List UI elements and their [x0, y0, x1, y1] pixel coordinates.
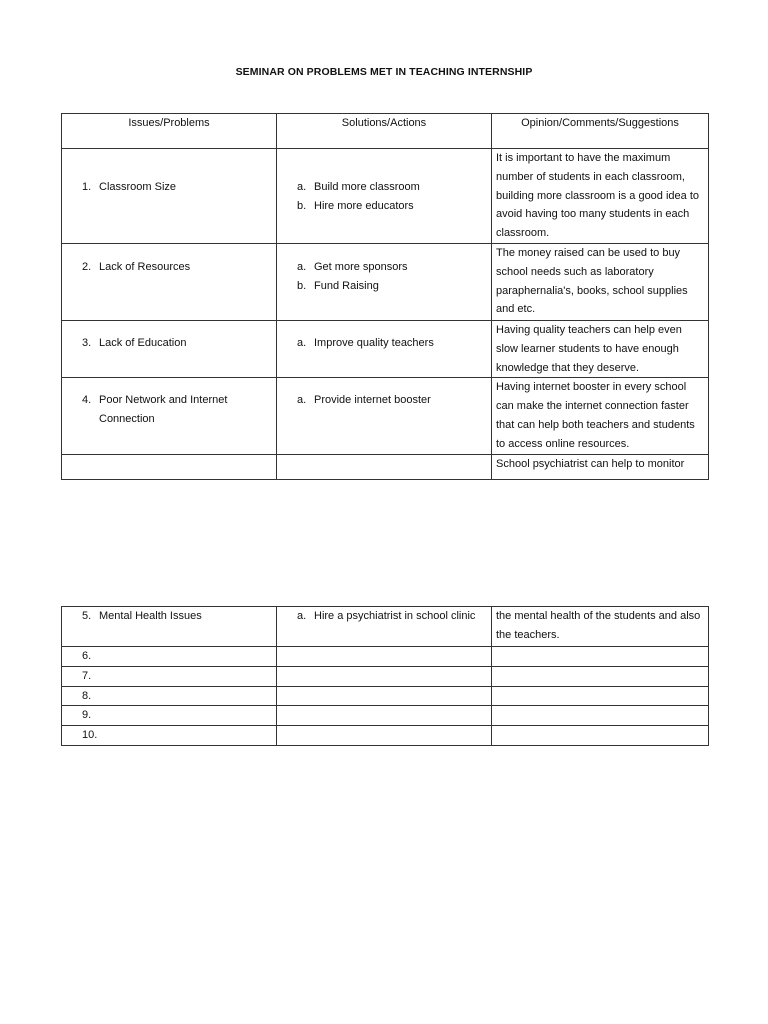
comment-text: Having internet booster in every school can make the internet connection faster that can help both teachers and students to access online resources. [496, 381, 695, 450]
solution-letter: a. [297, 260, 307, 273]
header-issues-problems: Issues/Problems [62, 114, 277, 149]
comment-cell [492, 378, 709, 454]
solution-letter: a. [297, 336, 307, 349]
issue-number: 4. [82, 394, 92, 407]
solution-letter: b. [297, 199, 307, 212]
solution-item [277, 607, 491, 626]
solution-item [277, 258, 491, 277]
comment-text: the mental health of the students and also the teachers. [496, 610, 701, 641]
solution-cell [277, 149, 492, 244]
table-row [62, 454, 709, 479]
header-opinion-comments: Opinion/Comments/Suggestions [492, 114, 709, 149]
issue-cell [62, 706, 277, 726]
solution-cell [277, 666, 492, 686]
issue-text: Mental Health Issues [99, 610, 202, 622]
issue-number: 10. [82, 729, 98, 742]
issue-cell [62, 686, 277, 706]
issue-cell [62, 666, 277, 686]
header-solutions-actions: Solutions/Actions [277, 114, 492, 149]
solution-text: Fund Raising [314, 279, 379, 292]
comment-cell [492, 607, 709, 647]
comment-text: It is important to have the maximum number of students in each classroom, building more classroom is a good idea to avoid having too many students in each classroom. [496, 152, 700, 240]
table-row [62, 647, 709, 667]
comment-text: School psychiatrist can help to monitor [496, 457, 685, 470]
solution-text: Hire more educators [314, 199, 414, 212]
comment-cell [492, 149, 709, 244]
solution-cell [277, 243, 492, 320]
solution-cell [277, 647, 492, 667]
issue-cell [62, 454, 277, 479]
issue-number: 7. [82, 669, 92, 682]
issue-text: Poor Network and Internet Connection [99, 394, 228, 426]
table-row [62, 607, 709, 647]
table-row [62, 243, 709, 320]
issue-cell [62, 378, 277, 454]
table-row [62, 320, 709, 377]
solution-cell [277, 726, 492, 746]
comment-cell [492, 243, 709, 320]
issue-cell [62, 726, 277, 746]
solution-item [277, 277, 491, 296]
issue-number: 8. [82, 689, 92, 702]
comment-text: The money raised can be used to buy school needs such as laboratory paraphernalia's, books, school supplies and etc. [496, 246, 688, 316]
solution-item [277, 334, 491, 353]
table-row [62, 149, 709, 244]
issue-number: 6. [82, 650, 92, 662]
solution-item [277, 178, 491, 197]
issue-cell [62, 607, 277, 647]
table-row [62, 726, 709, 746]
solution-text: Get more sponsors [314, 260, 408, 273]
solution-text: Provide internet booster [314, 394, 431, 407]
issue-number: 9. [82, 709, 92, 722]
solution-cell [277, 378, 492, 454]
solution-letter: b. [297, 279, 307, 292]
issue-text: Lack of Education [99, 336, 187, 349]
comment-cell [492, 686, 709, 706]
problems-table-page-1 [61, 113, 709, 480]
solution-text: Build more classroom [314, 181, 420, 193]
issue-number: 5. [82, 610, 92, 622]
table-row [62, 378, 709, 454]
issue-number: 2. [82, 260, 92, 273]
table-row [62, 666, 709, 686]
solution-text: Hire a psychiatrist in school clinic [314, 610, 476, 622]
solution-letter: a. [297, 181, 307, 193]
issue-text: Classroom Size [99, 181, 177, 193]
table-header-row [62, 114, 709, 149]
comment-cell [492, 706, 709, 726]
solution-item [277, 391, 491, 410]
comment-cell [492, 320, 709, 377]
solution-text: Improve quality teachers [314, 336, 434, 349]
comment-cell [492, 666, 709, 686]
problems-table-page-2 [61, 606, 709, 746]
document-title: SEMINAR ON PROBLEMS MET IN TEACHING INTERNSHIP [235, 66, 533, 78]
table-row [62, 686, 709, 706]
table-row [62, 706, 709, 726]
issue-cell [62, 243, 277, 320]
issue-number: 1. [82, 181, 92, 193]
solution-letter: a. [297, 610, 307, 622]
solution-cell [277, 686, 492, 706]
issue-cell [62, 647, 277, 667]
issue-number: 3. [82, 336, 92, 349]
issue-text: Lack of Resources [99, 260, 191, 273]
solution-cell [277, 320, 492, 377]
solution-cell [277, 607, 492, 647]
comment-cell [492, 726, 709, 746]
comment-text: Having quality teachers can help even slow learner students to have enough knowledge that they deserve. [496, 323, 682, 374]
solution-cell [277, 454, 492, 479]
comment-cell [492, 647, 709, 667]
issue-cell [62, 149, 277, 244]
solution-letter: a. [297, 394, 307, 407]
issue-cell [62, 320, 277, 377]
solution-cell [277, 706, 492, 726]
solution-item [277, 197, 491, 216]
comment-cell [492, 454, 709, 479]
